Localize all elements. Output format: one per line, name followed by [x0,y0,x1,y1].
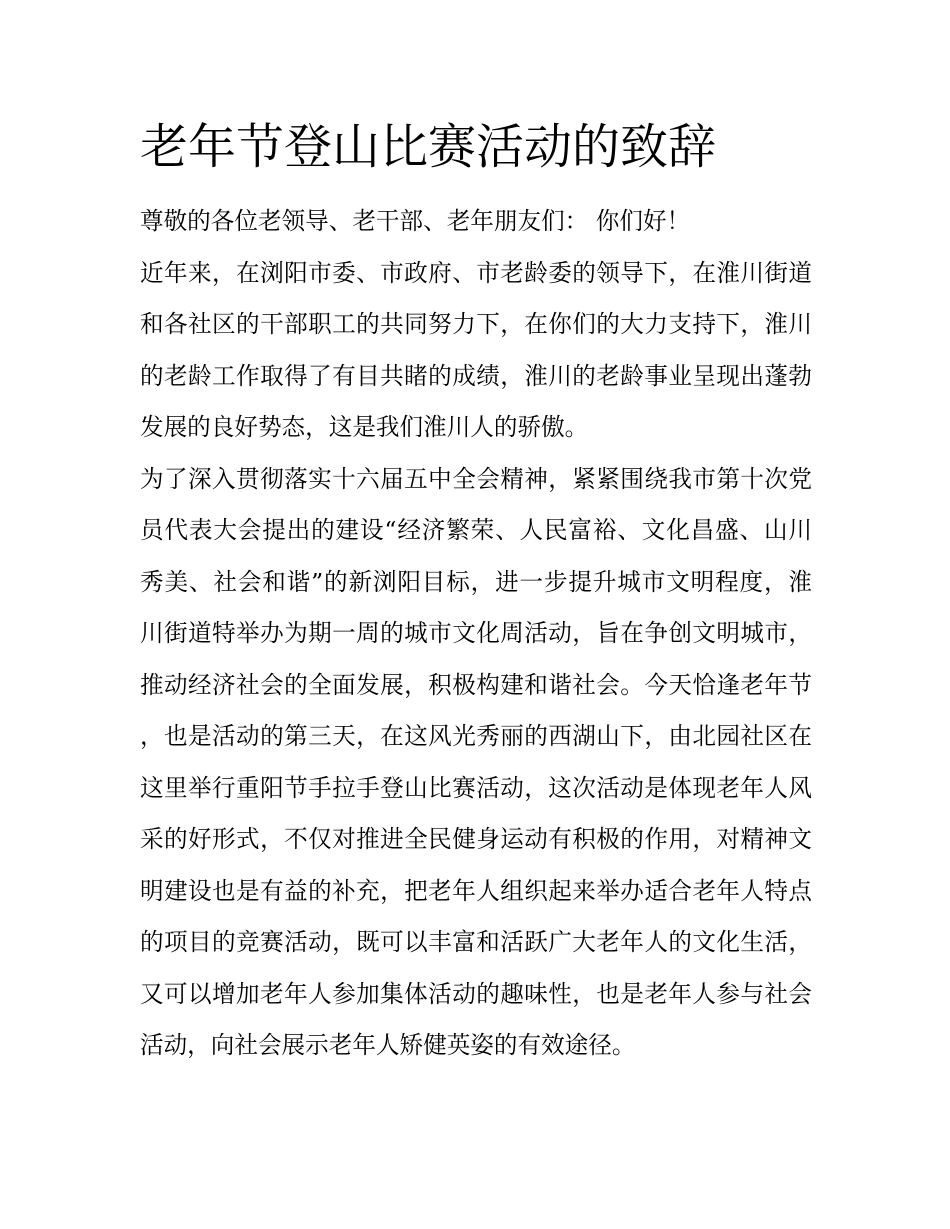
paragraph-2: 为了深入贯彻落实十六届五中全会精神，紧紧围绕我市第十次党员代表大会提出的建设“经济繁荣、人民富裕、文化昌盛、山川秀美、社会和谐”的新浏阳目标，进一步提升城市文明程度，淮川街道特举办为期一周的城市文化周活动，旨在争创文明城市，推动经济社会的全面发展，积极构建和谐社会。今天恰逢老年节，也是活动的第三天，在这风光秀丽的西湖山下，由北园社区在这里举行重阳节手拉手登山比赛活动，这次活动是体现老年人风采的好形式，不仅对推进全民健身运动有积极的作用，对精神文明建设也是有益的补充，把老年人组织起来举办适合老年人特点的项目的竞赛活动，既可以丰富和活跃广大老年人的文化生活，又可以增加老年人参加集体活动的趣味性，也是老年人参与社会活动，向社会展示老年人矫健英姿的有效途径。 [140,464,812,1059]
paragraph-1: 近年来，在浏阳市委、市政府、市老龄委的领导下，在淮川街道和各社区的干部职工的共同努力下，在你们的大力支持下，淮川的老龄工作取得了有目共睹的成绩，淮川的老龄事业呈现出蓬勃发展的良好势态，这是我们淮川人的骄傲。 [140,258,812,441]
greeting-line: 尊敬的各位老领导、老干部、老年朋友们： 你们好！ [140,207,691,235]
document-title: 老年节登山比赛活动的致辞 [140,119,717,175]
document-body [140,196,812,1072]
